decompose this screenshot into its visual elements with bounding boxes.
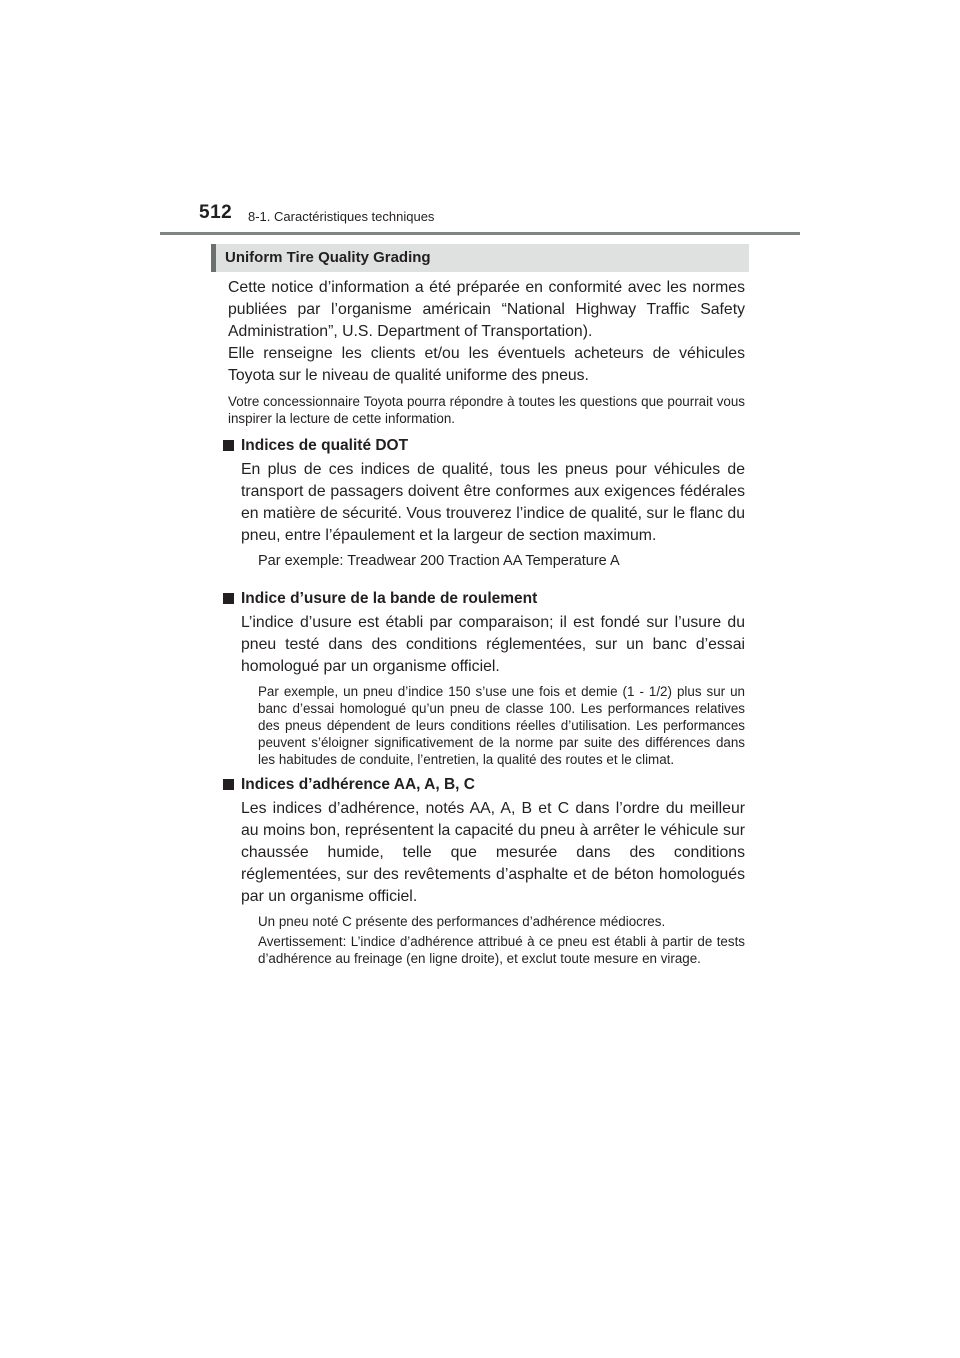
intro-paragraph-1: Cette notice d’information a été préparée en conformité avec les normes publiées par l’organisme américain “National Highway Traffic Safety Administration”, U.S. Department of Transportation). bbox=[228, 279, 745, 340]
dot-heading bbox=[228, 435, 745, 457]
traction-note-2: Avertissement: L’indice d’adhérence attribué à ce pneu est établi à partir de tests d’adhérence au freinage (en ligne droite), et exclut toute mesure en virage. bbox=[258, 934, 745, 966]
traction-title: Indices d’adhérence AA, A, B, C bbox=[241, 776, 475, 793]
page-content bbox=[228, 277, 745, 967]
treadwear-note: Par exemple, un pneu d’indice 150 s’use une fois et demie (1 - 1/2) plus sur un banc d’essai homologué qu’un pneu de classe 100. Les performances relatives des pneus dépendent de leurs conditions réelles d’utilisation. Les performances peuvent s’éloigner significativement de la norme par suite des différences dans les habitudes de conduite, l’entretien, la qualité des routes et le climat. bbox=[258, 684, 745, 767]
treadwear-heading bbox=[228, 588, 745, 610]
page-number: 512 bbox=[199, 202, 233, 223]
dot-body: En plus de ces indices de qualité, tous les pneus pour véhicules de transport de passagers doivent être conformes aux exigences fédérales en matière de sécurité. Vous trouverez l’indice de qualité, sur le flanc du pneu, entre l’épaulement et la largeur de section maximum. bbox=[241, 461, 745, 544]
intro-paragraph-2: Elle renseigne les clients et/ou les éventuels acheteurs de véhicules Toyota sur le niveau de qualité uniforme des pneus. bbox=[228, 345, 745, 384]
traction-note-1: Un pneu noté C présente des performances d’adhérence médiocres. bbox=[258, 914, 666, 929]
traction-heading bbox=[228, 774, 745, 796]
intro-note: Votre concessionnaire Toyota pourra répondre à toutes les questions que pourrait vous inspirer la lecture de cette information. bbox=[228, 394, 745, 426]
traction-body: Les indices d’adhérence, notés AA, A, B et C dans l’ordre du meilleur au moins bon, représentent la capacité du pneu à arrêter le véhicule sur chaussée humide, telle que mesurée dans des conditions réglementées, sur des revêtements d’asphalte et de béton homologués par un organisme officiel. bbox=[241, 800, 745, 905]
header-rule bbox=[160, 232, 800, 235]
treadwear-title: Indice d’usure de la bande de roulement bbox=[241, 590, 538, 607]
dot-title: Indices de qualité DOT bbox=[241, 437, 409, 454]
dot-example: Par exemple: Treadwear 200 Traction AA Temperature A bbox=[258, 553, 620, 569]
section-title: Uniform Tire Quality Grading bbox=[225, 249, 431, 266]
treadwear-body: L’indice d’usure est établi par comparaison; il est fondé sur l’usure du pneu testé dans des conditions réglementées, sur un banc d’essai homologué par un organisme officiel. bbox=[241, 614, 745, 675]
section-header bbox=[211, 244, 749, 272]
bullet-square-icon bbox=[223, 440, 234, 451]
bullet-square-icon bbox=[223, 593, 234, 604]
chapter-title: 8-1. Caractéristiques techniques bbox=[248, 209, 435, 224]
bullet-square-icon bbox=[223, 779, 234, 790]
